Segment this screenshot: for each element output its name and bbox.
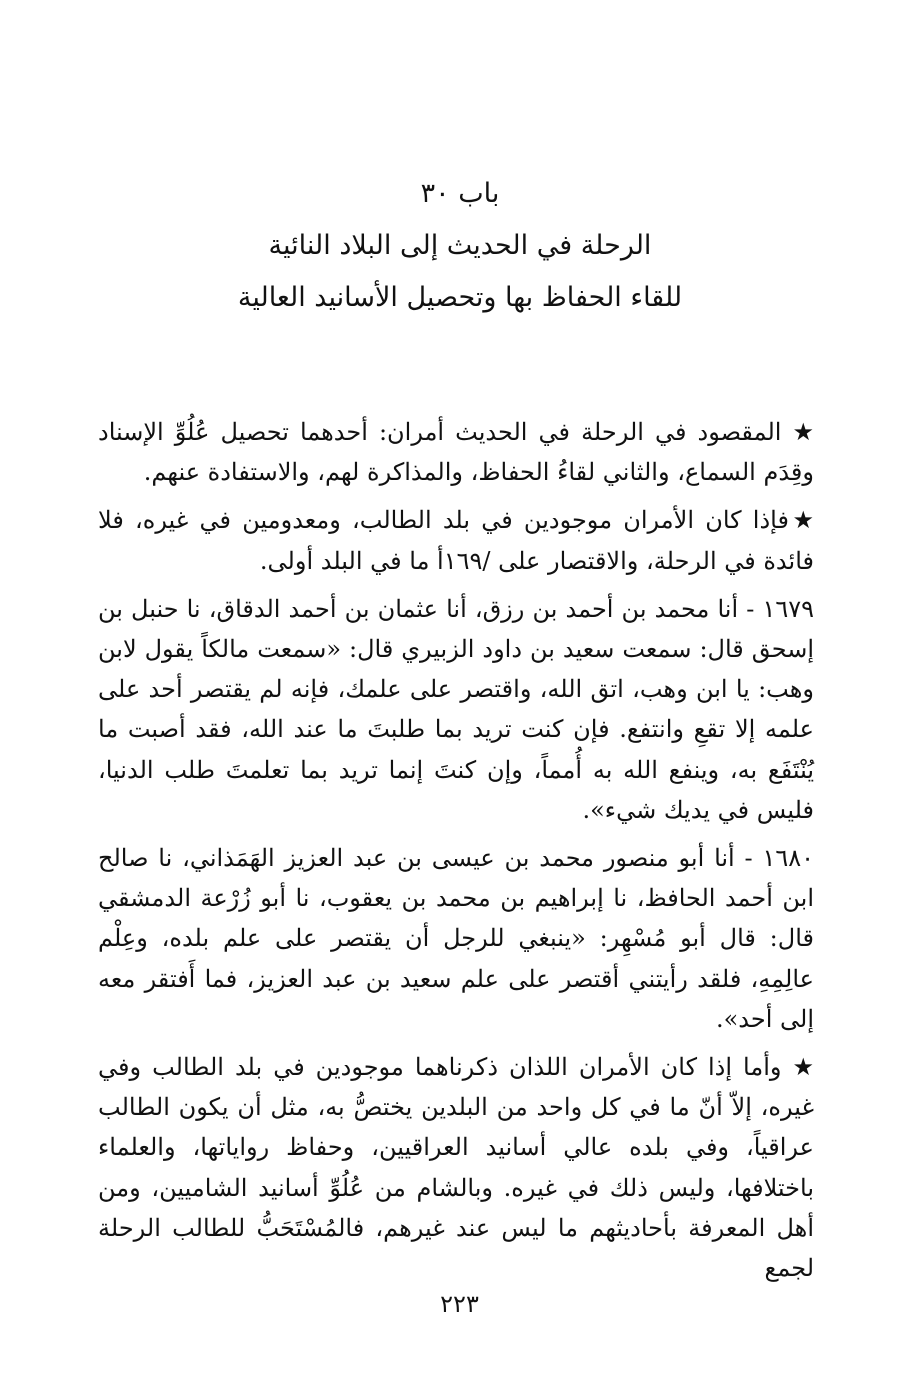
hadith-1679: ١٦٧٩ - أنا محمد بن أحمد بن رزق، أنا عثمان بن أحمد الدقاق، نا حنبل بن إسحق قال: سمعت سعيد بن داود الزبيري قال: «سمعت مالكاً يقول لابن وهب: يا ابن وهب، اتق الله، واقتصر على علمك، فإنه لم يقتصر أحد على علمه إلا تقعِ وانتفع. فإن كنت تريد بما طلبتَ ما عند الله، فقد أصبت ما يُنْتَفَع به، وينفع الله به أُمماً، وإن كنتَ إنما تريد بما تعلمتَ طلب الدنيا، فليس في يديك شيء». <box>98 594 814 824</box>
chapter-title-line-1: الرحلة في الحديث إلى البلاد النائية <box>268 230 652 261</box>
chapter-title-line-2: للقاء الحفاظ بها وتحصيل الأسانيد العالية <box>237 282 683 313</box>
page-number: ٢٢٣ <box>440 1290 479 1318</box>
chapter-number: باب ٣٠ <box>420 178 500 209</box>
chapter-heading <box>100 168 820 324</box>
hadith-1680: ١٦٨٠ - أنا أبو منصور محمد بن عيسى بن عبد العزيز الهَمَذاني، نا صالح ابن أحمد الحافظ، نا إبراهيم بن محمد بن يعقوب، نا أبو زُرْعة الدمشقي قال: قال أبو مُسْهِر: «ينبغي للرجل أن يقتصر على علم بلده، وعِلْم عالِمِهِ، فلقد رأيتني أقتصر على علم سعيد بن عبد العزيز، فما أَفتقر معه إلى أحد». <box>98 844 814 1033</box>
paragraph-note: ★فإذا كان الأمران موجودين في بلد الطالب، ومعدومين في غيره، فلا فائدة في الرحلة، والاقتصار على /١٦٩أ ما في البلد أولى. <box>98 506 814 575</box>
paragraph-continuation: ★ وأما إذا كان الأمران اللذان ذكرناهما موجودين في بلد الطالب وفي غيره، إلاّ أنّ ما في كل واحد من البلدين يختصُّ به، مثل أن يكون الطالب عراقياً، وفي بلده عالي أسانيد العراقيين، وحفاظ رواياتها، والعلماء باختلافها، وليس ذلك في غيره. وبالشام من عُلُوِّ أسانيد الشاميين، ومن أهل المعرفة بأحاديثهم ما ليس عند غيرهم، فالمُسْتَحَبُّ للطالب الرحلة لجمع <box>98 1053 814 1283</box>
page-body <box>98 412 814 1296</box>
paragraph-intro: ★ المقصود في الرحلة في الحديث أمران: أحدهما تحصيل عُلُوِّ الإسناد وقِدَم السماع، والثاني لقاءُ الحفاظ، والمذاكرة لهم، والاستفادة عنهم. <box>98 418 814 487</box>
